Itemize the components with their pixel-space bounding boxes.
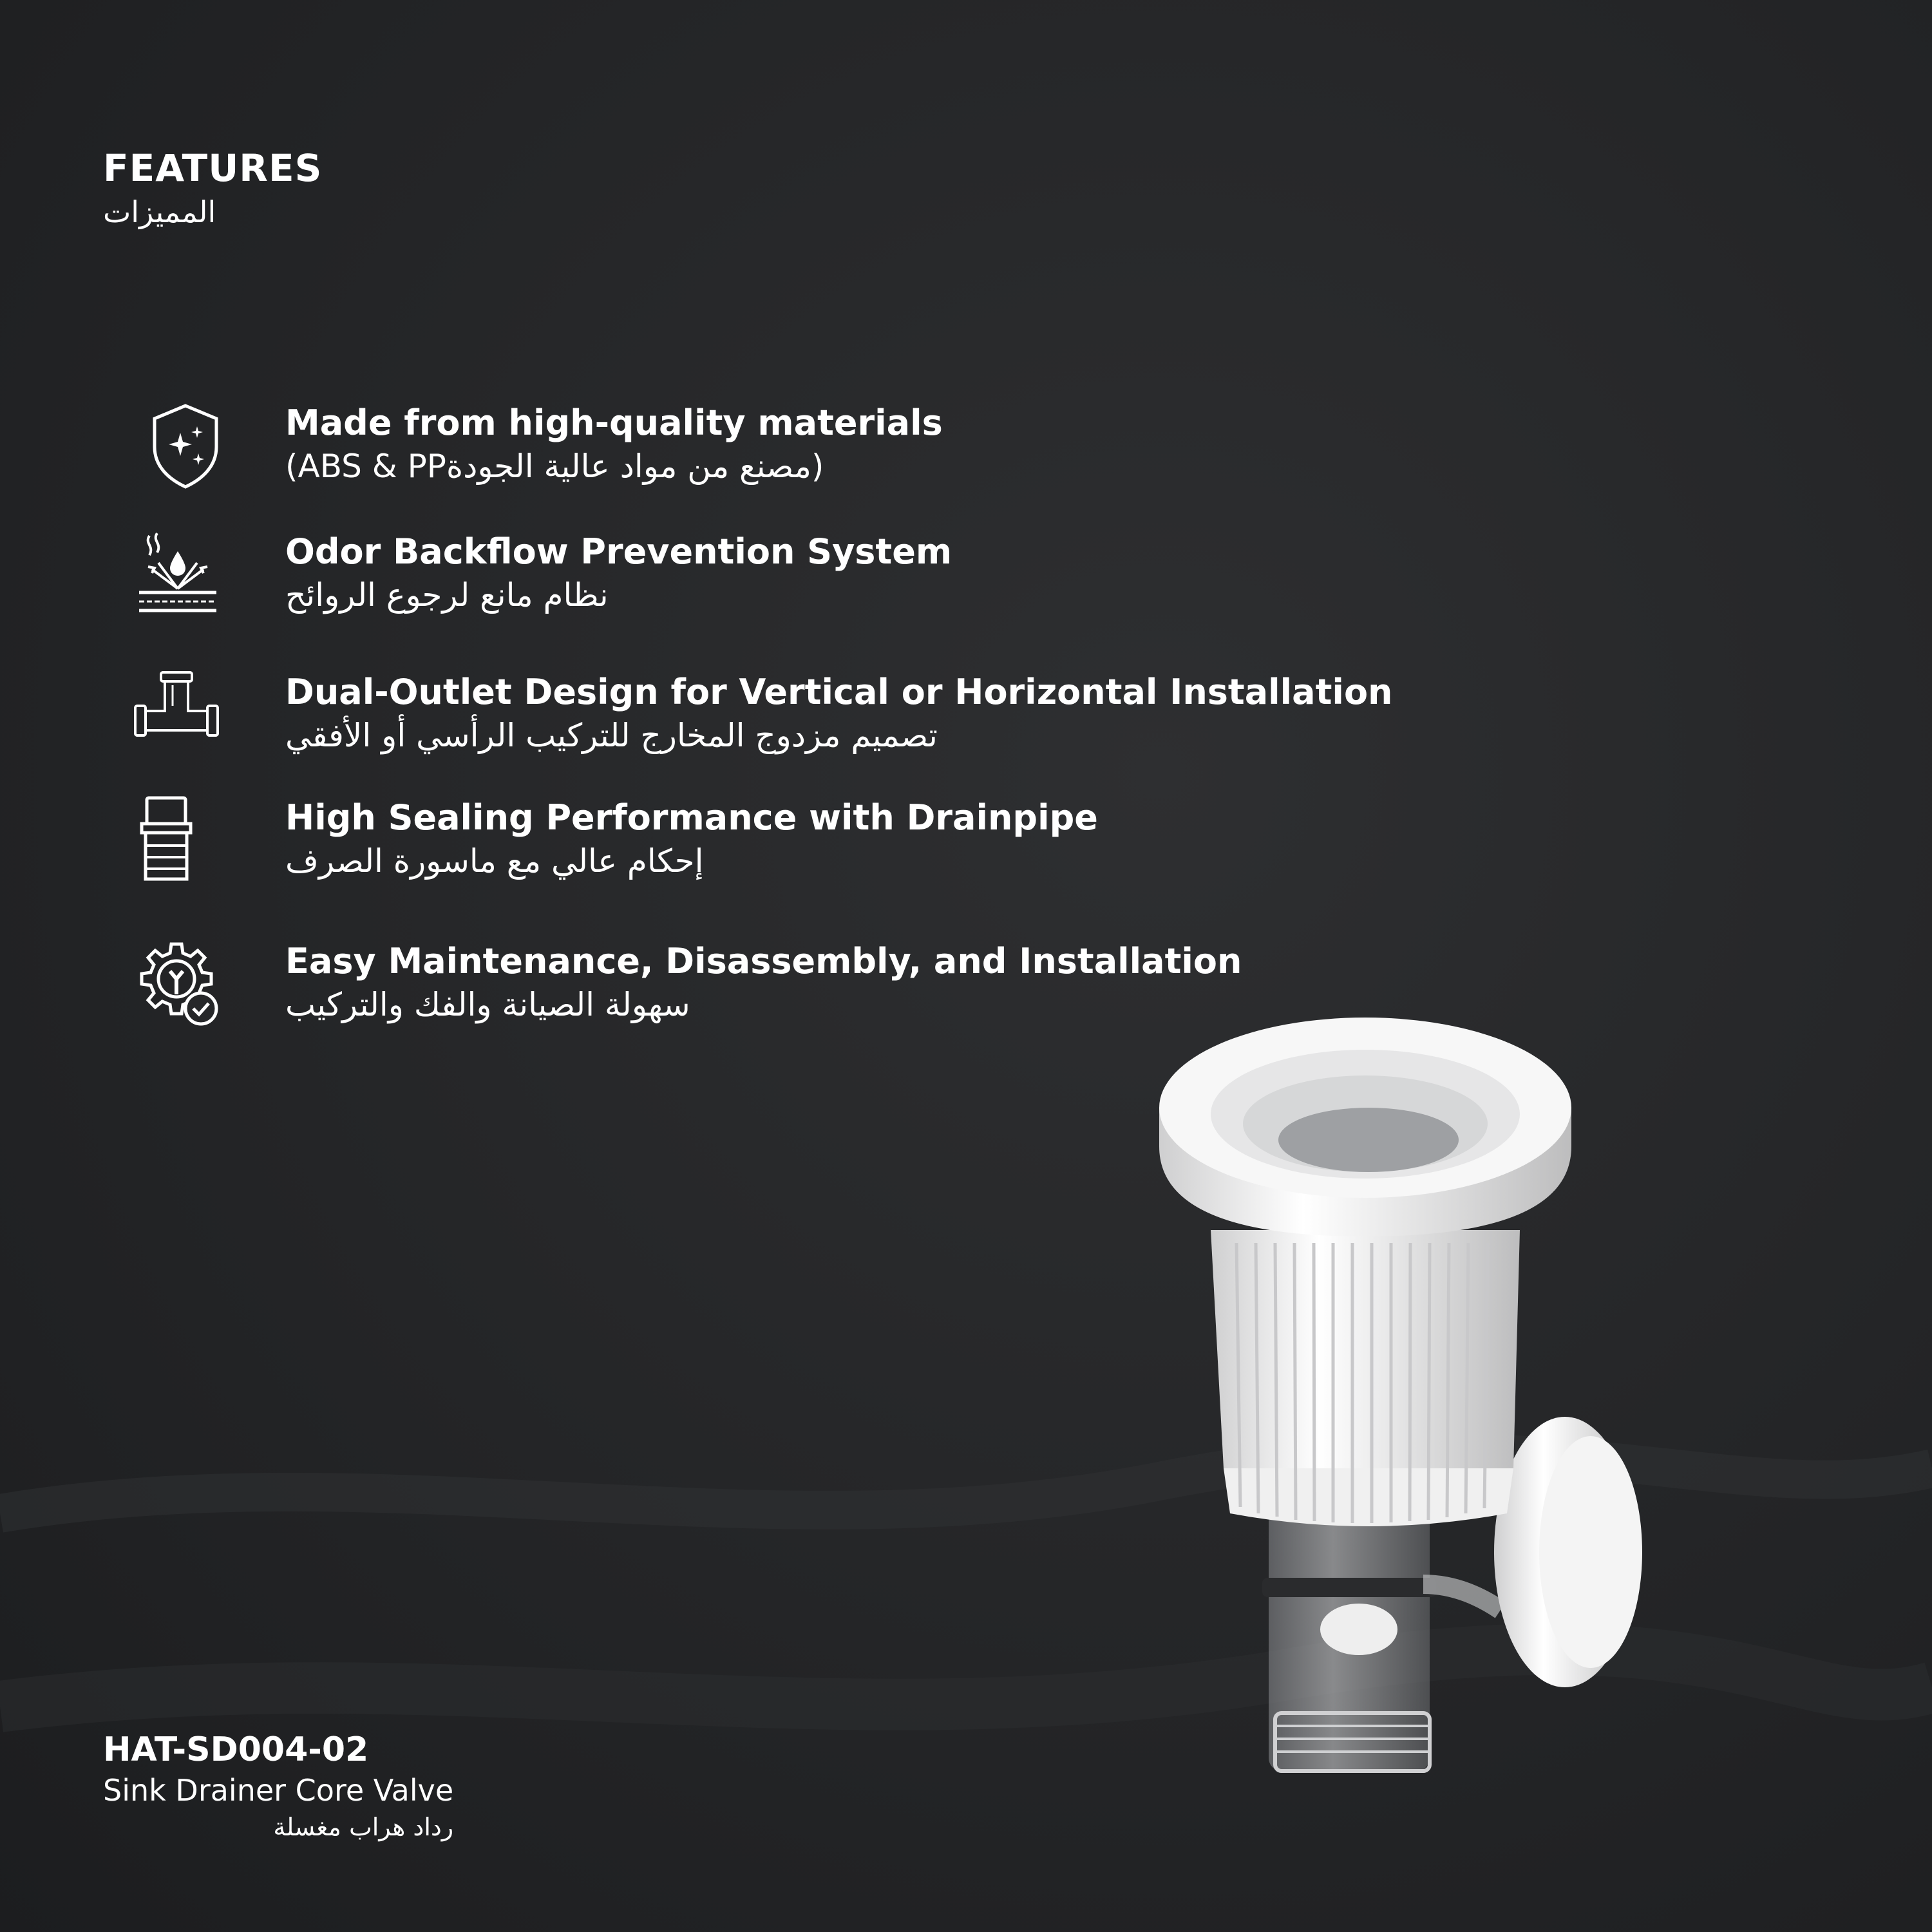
feature-title-ar: سهولة الصيانة والفك والتركيب (285, 986, 690, 1023)
feature-title: Odor Backflow Prevention System (285, 531, 952, 572)
feature-title-ar: نظام مانع لرجوع الروائح (285, 576, 609, 614)
feature-item-sealing (129, 795, 1352, 892)
feature-title: Easy Maintenance, Disassembly, and Installation (285, 941, 1242, 981)
product-name: Sink Drainer Core Valve (103, 1773, 454, 1808)
feature-title: Made from high-quality materials (285, 402, 943, 443)
feature-title-ar: (ABS & PPمصنع من مواد عالية الجودة) (285, 448, 824, 485)
product-info (103, 1729, 453, 1844)
pipe-seal-icon (129, 795, 219, 886)
drainer-valve-image (1146, 1018, 1726, 1803)
tee-pipe-icon (131, 670, 222, 760)
feature-item-materials (129, 401, 1352, 497)
gear-wrench-check-icon (131, 939, 222, 1029)
shield-sparkle-icon (140, 401, 231, 491)
feature-item-dual-outlet (129, 670, 1393, 766)
feature-title: High Sealing Performance with Drainpipe (285, 797, 1098, 838)
features-header (103, 145, 322, 232)
features-title-ar: المميزات (103, 194, 216, 229)
product-name-ar: رداد هراب مغسلة (273, 1813, 454, 1841)
odor-barrier-icon (133, 529, 223, 620)
feature-item-odor (129, 529, 1352, 626)
features-title: FEATURES (103, 146, 323, 190)
feature-title-ar: تصميم مزدوج المخارج للتركيب الرأسي أو الأفقي (285, 717, 938, 754)
product-code: HAT-SD004-02 (103, 1730, 369, 1769)
feature-title-ar: إحكام عالي مع ماسورة الصرف (285, 842, 704, 880)
feature-title: Dual-Outlet Design for Vertical or Horizontal Installation (285, 672, 1393, 712)
